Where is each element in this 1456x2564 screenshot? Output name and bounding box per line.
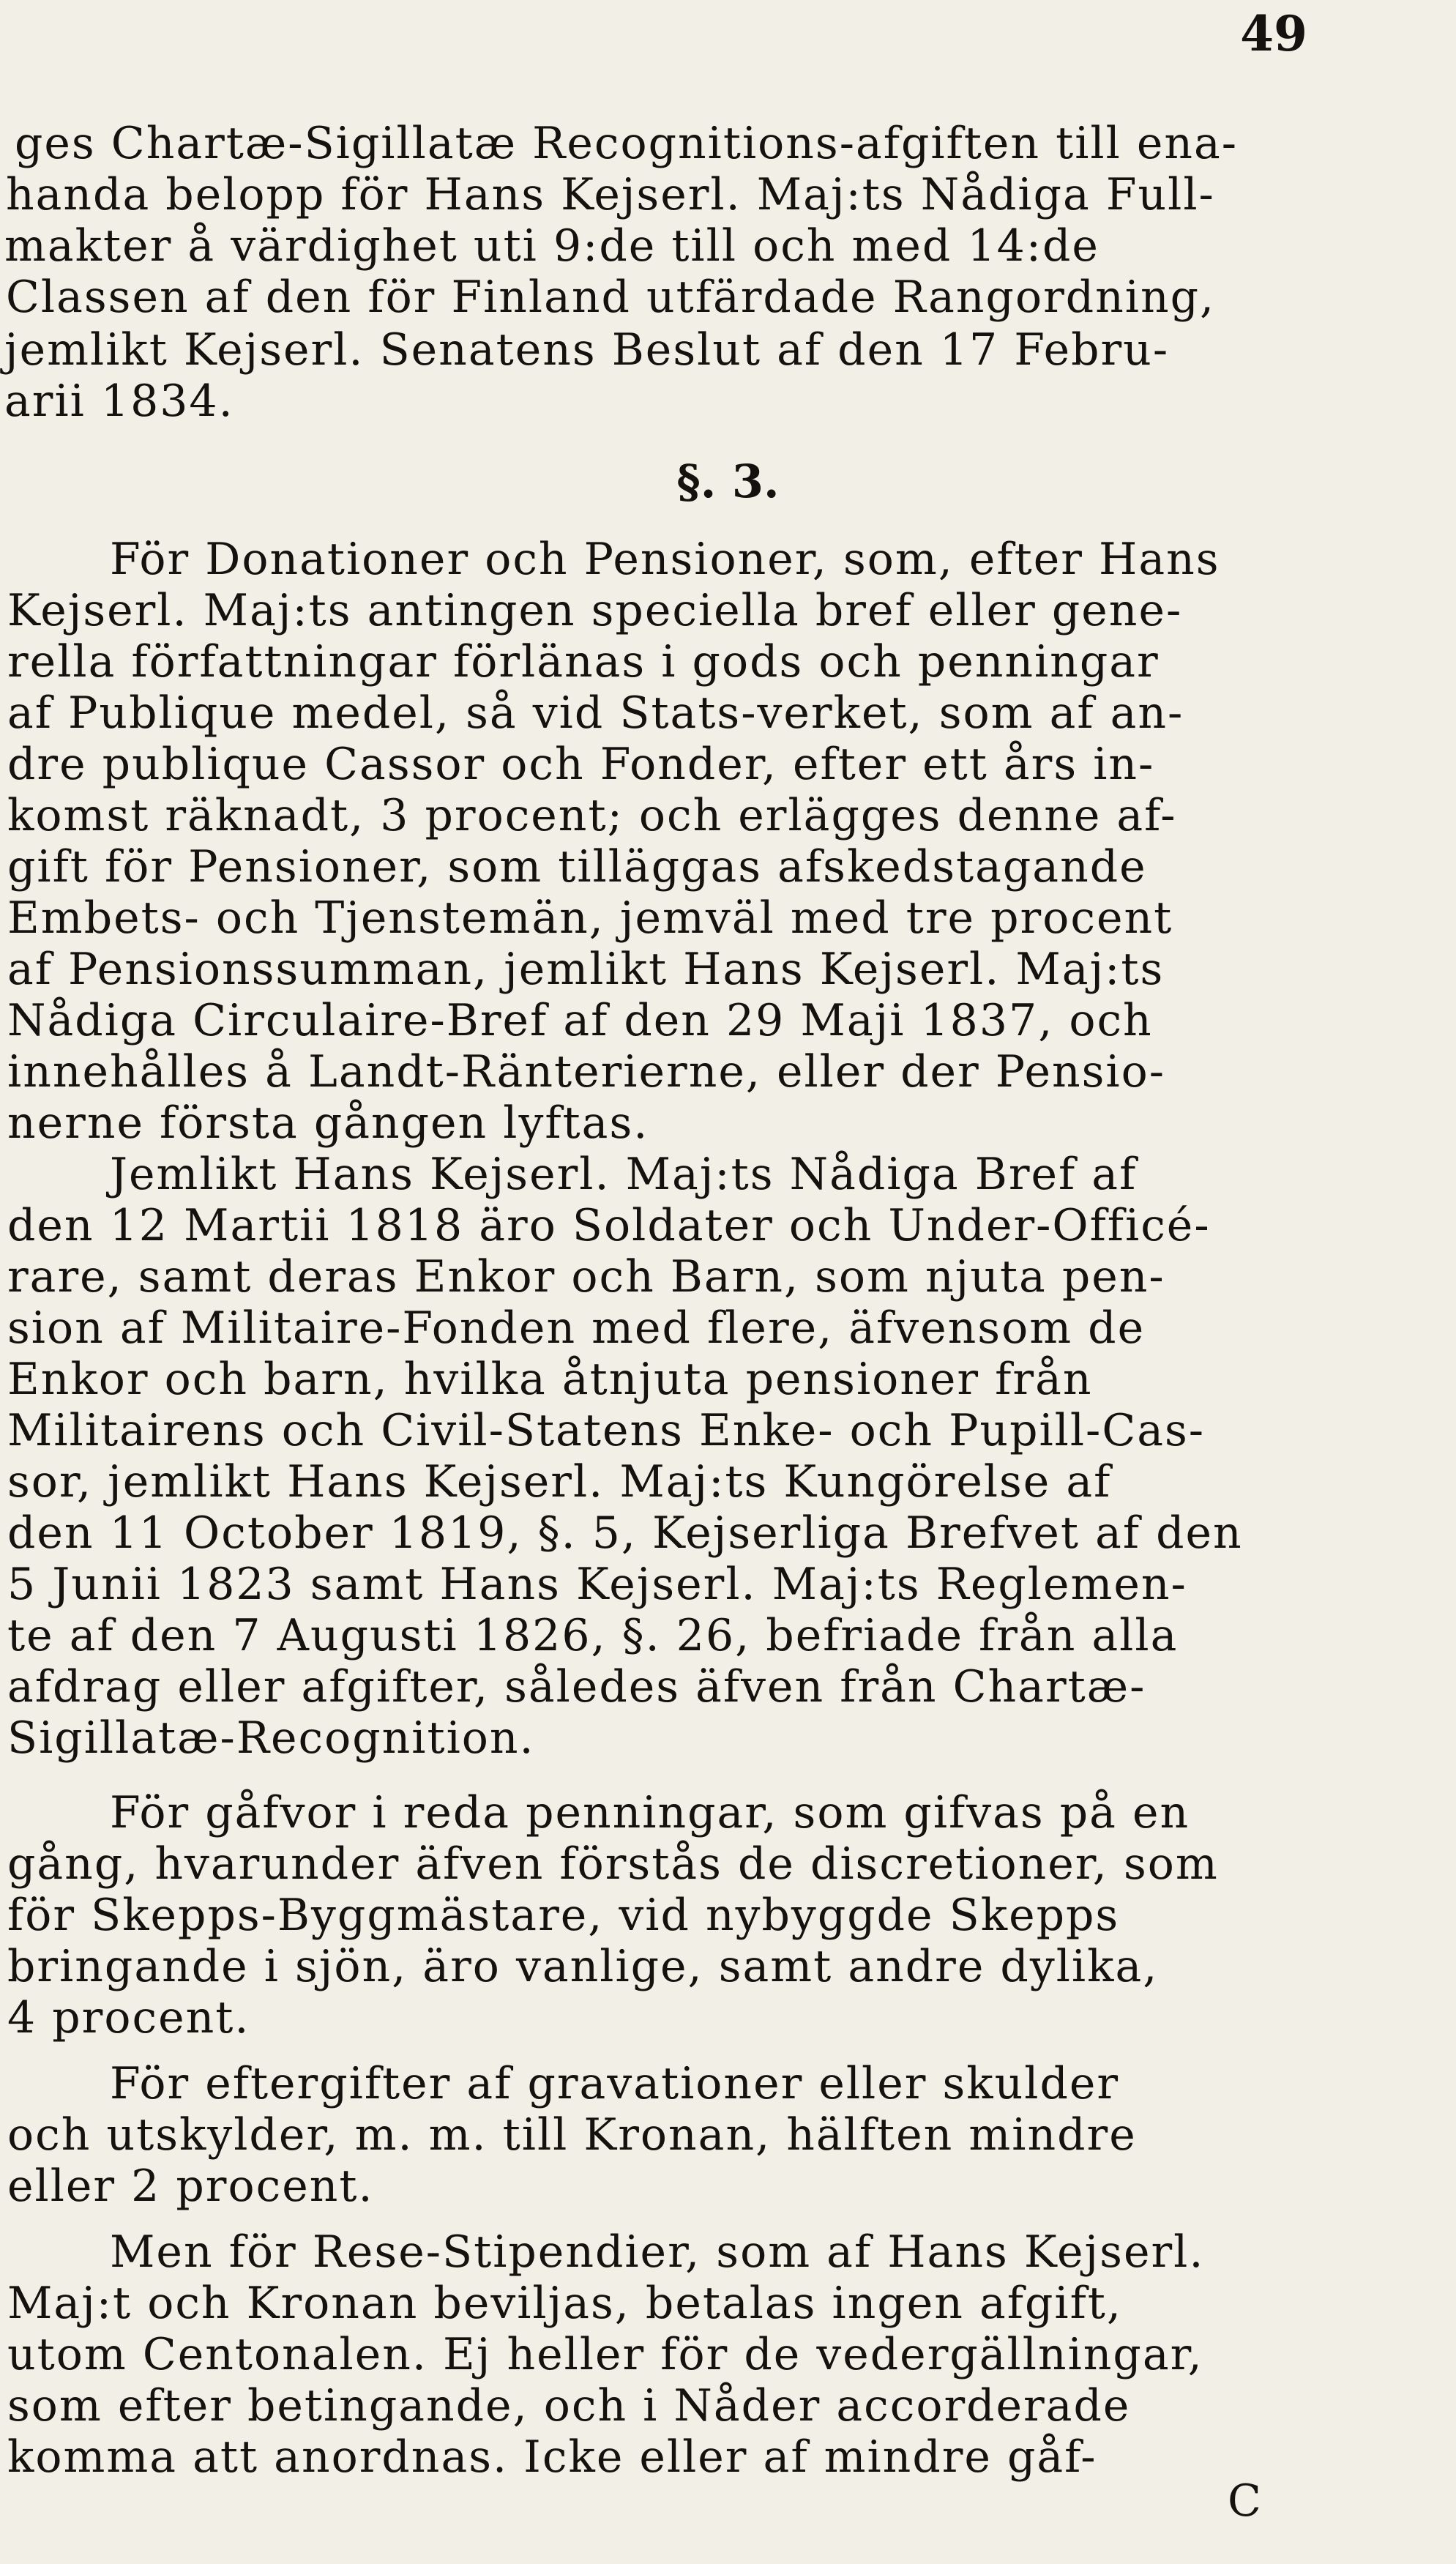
text-line: den 12 Martii 1818 äro Soldater och Under-Officé- [7, 1200, 1211, 1251]
signature-mark: C [1228, 2475, 1261, 2527]
text-line: handa belopp för Hans Kejserl. Maj:ts Nådiga Full- [6, 169, 1215, 220]
text-line: Classen af den för Finland utfärdade Rangordning, [6, 272, 1216, 323]
text-line: nerne första gången lyftas. [7, 1097, 649, 1149]
text-line: sion af Militaire-Fonden med flere, äfvensom de [7, 1303, 1146, 1354]
text-line: För gåfvor i reda penningar, som gifvas på en [110, 1787, 1190, 1838]
text-line: af Publique medel, så vid Stats-verket, som af an- [7, 687, 1184, 739]
section-heading: §. 3. [676, 455, 780, 508]
text-line: och utskylder, m. m. till Kronan, hälften mindre [7, 2109, 1137, 2161]
text-line: För Donationer och Pensioner, som, efter Hans [110, 534, 1220, 585]
text-line: Enkor och barn, hvilka åtnjuta pensioner från [7, 1354, 1093, 1405]
text-line: dre publique Cassor och Fonder, efter ett års in- [7, 739, 1155, 790]
text-line: af Pensionssumman, jemlikt Hans Kejserl. Maj:ts [7, 944, 1165, 995]
text-line: rare, samt deras Enkor och Barn, som njuta pen- [7, 1251, 1165, 1303]
text-line: jemlikt Kejserl. Senatens Beslut af den 17 Febru- [4, 324, 1170, 376]
text-line: Maj:t och Kronan beviljas, betalas ingen afgift, [7, 2278, 1122, 2329]
text-line: arii 1834. [4, 376, 234, 427]
text-line: Kejserl. Maj:ts antingen speciella bref eller gene- [7, 585, 1183, 636]
text-line: som efter betingande, och i Nåder accorderade [7, 2380, 1131, 2431]
text-line: gång, hvarunder äfven förstås de discretioner, som [7, 1838, 1219, 1890]
text-line: komst räknadt, 3 procent; och erlägges denne af- [7, 790, 1177, 841]
text-line: eller 2 procent. [7, 2161, 374, 2212]
text-line: komma att anordnas. Icke eller af mindre gåf- [7, 2431, 1097, 2483]
text-line: te af den 7 Augusti 1826, §. 26, befriade från alla [7, 1610, 1179, 1661]
text-line: 5 Junii 1823 samt Hans Kejserl. Maj:ts Reglemen- [7, 1559, 1187, 1610]
text-line: Embets- och Tjenstemän, jemväl med tre procent [7, 892, 1173, 944]
text-line: ges Chartæ-Sigillatæ Recognitions-afgiften till ena- [15, 118, 1239, 169]
text-line: För eftergifter af gravationer eller skulder [110, 2058, 1120, 2109]
text-line: bringande i sjön, äro vanlige, samt andre dylika, [7, 1941, 1159, 1992]
text-line: utom Centonalen. Ej heller för de vedergällningar, [7, 2329, 1203, 2380]
text-line: Militairens och Civil-Statens Enke- och Pupill-Cas- [7, 1405, 1206, 1456]
page-number: 49 [1240, 5, 1307, 62]
text-line: Nådiga Circulaire-Bref af den 29 Maji 1837, och [7, 995, 1153, 1046]
text-line: 4 procent. [7, 1992, 250, 2043]
text-line: Jemlikt Hans Kejserl. Maj:ts Nådiga Bref af [110, 1149, 1138, 1200]
text-line: Sigillatæ-Recognition. [7, 1713, 535, 1764]
text-line: afdrag eller afgifter, således äfven från Chartæ- [7, 1661, 1146, 1713]
text-line: sor, jemlikt Hans Kejserl. Maj:ts Kungörelse af [7, 1456, 1112, 1508]
text-line: rella författningar förlänas i gods och penningar [7, 636, 1160, 687]
text-line: innehålles å Landt-Ränterierne, eller der Pensio- [7, 1046, 1166, 1097]
text-line: för Skepps-Byggmästare, vid nybyggde Skepps [7, 1890, 1120, 1941]
text-line: Men för Rese-Stipendier, som af Hans Kejserl. [110, 2226, 1205, 2278]
text-line: makter å värdighet uti 9:de till och med 14:de [4, 220, 1100, 272]
text-line: gift för Pensioner, som tilläggas afskedstagande [7, 841, 1147, 892]
text-line: den 11 October 1819, §. 5, Kejserliga Brefvet af den [7, 1508, 1243, 1559]
